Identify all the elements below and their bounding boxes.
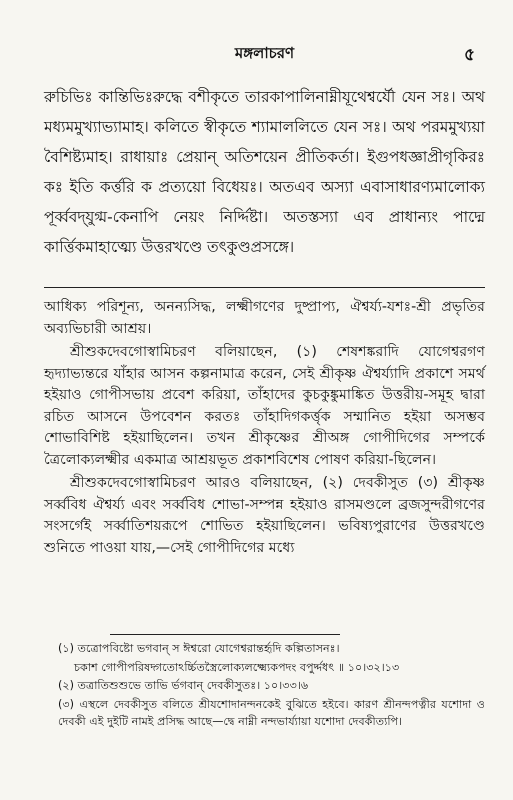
footnote-1-line-1: তত্রোপবিষ্টো ভগবান্ স ঈশ্বরো যোগেশ্বরান্তর্হৃদি কল্পিতাসনঃ। [77, 642, 340, 655]
footnote-divider [110, 634, 340, 635]
footnote-1-marker: (১) [58, 642, 74, 655]
footnote-2-marker: (২) [58, 679, 75, 692]
footnote-2-text: তত্রাতিশুশুভে তাভি র্ভগবান্ দেবকীসুতঃ। ১০।৩৩।৬ [77, 679, 309, 692]
translation-paragraph-3: শ্রীশুকদেবগোস্বামিচরণ আরও বলিয়াছেন, (২) দেবকীসুত (৩) শ্রীকৃষ্ণ সর্ব্ববিধ ঐশ্বর্য্য এবং সর্ব্ববিধ শোভা-সম্পন্ন হইয়াও রাসমণ্ডলে ব্রজসুন্দরীগণের সংসর্গেই সর্ব্বাতিশয়রূপে শোভিত হইয়াছিলেন। ভবিষ্যপুরাণের উত্তরখণ্ডে শুনিতে পাওয়া যায়,—সেই গোপীদিগের মধ্যে [44, 475, 485, 556]
section-divider [44, 287, 485, 288]
footnote-1 [44, 640, 485, 658]
footnote-3-marker: (৩) [58, 697, 75, 711]
running-head: মঙ্গলাচরণ [234, 44, 295, 62]
translation-paragraph-1: আধিক্য পরিশূন্য, অনন্যসিদ্ধ, লক্ষ্মীগণের দুষ্প্রাপ্য, ঐশ্বর্য্য-যশঃ-শ্রী প্রভৃতির অব্যভিচারী আশ্রয়। [44, 299, 485, 337]
footnotes [44, 640, 485, 732]
footnote-1-line-2: চকাশ গোপীপরিষদ্গতোঽর্চ্চিতস্ত্রৈলোক্যলক্ষ্ম্যেকপদং বপুর্দ্দধৎ ॥ ১০।৩২।১৩ [74, 660, 400, 674]
footnote-3 [44, 696, 485, 731]
footnote-3-text: এস্থলে দেবকীসুত বলিতে শ্রীযশোদানন্দনকেই বুঝিতে হইবে। কারণ শ্রীনন্দপত্নীর যশোদা ও দেবকী এই দুইটি নামই প্রসিদ্ধ আছে—দ্বে নাম্নী নন্দভার্য্যায়া যশোদা দেবকীত্যপি। [58, 697, 485, 728]
page-header [44, 42, 485, 64]
bengali-translation [44, 297, 485, 559]
page-number: ৫ [463, 45, 475, 65]
sanskrit-commentary-block [44, 82, 485, 262]
footnote-2 [44, 677, 485, 695]
sanskrit-commentary: রুচিভিঃ কান্তিভিঃরুদ্ধে বশীকৃতে তারকাপালিনাম্নীযূথেশ্বর্যৌ যেন সঃ। অথ মধ্যমমুখ্যাভ্যামাহ। কলিতে স্বীকৃতে শ্যামাললিতে যেন সঃ। অথ পরমমুখ্যয়া বৈশিষ্ট্যমাহ। রাধায়াঃ প্রেয়ান্ অতিশয়েন প্রীতিকর্তা। ইগুপধজ্ঞাপ্রীগৃকিরঃ কঃ ইতি কর্ত্তরি ক প্রত্যয়ো বিধেয়ঃ। অতএব অস্যা এবাসাধারণ্যমালোক্য পূর্ব্ববদ্‌যুগ্ম-কেনাপি নেয়ং নির্দ্দিষ্টা। অতস্তস্যা এব প্রাধান্যং পাদ্মে কার্ত্তিকমাহাত্ম্যে উত্তরখণ্ডে তৎকুণ্ডপ্রসঙ্গে। [44, 88, 485, 256]
translation-paragraph-2: শ্রীশুকদেবগোস্বামিচরণ বলিয়াছেন, (১) শেষশঙ্করাদি যোগেশ্বরগণ হৃদ্যাভ্যন্তরে যাঁহার আসন কল্পনামাত্র করেন, সেই শ্রীকৃষ্ণ ঐশ্বর্য্যাদি প্রকাশে সমর্থ হইয়াও গোপীসভায় প্রবেশ করিয়া, তাঁহাদের কুচকুঙ্কুমাঙ্কিত উত্তরীয়-সমূহ দ্বারা রচিত আসনে উপবেশন করতঃ তাঁহাদিগকর্ত্তৃক সম্মানিত হইয়া অসম্ভব শোভাবিশিষ্ট হইয়াছিলেন। তখন শ্রীকৃষ্ণের শ্রীঅঙ্গ গোপীদিগের সম্পর্কে ত্রৈলোক্যলক্ষ্মীর একমাত্র আশ্রয়ভূত প্রকাশবিশেষ পোষণ করিয়া-ছিলেন। [44, 344, 485, 468]
